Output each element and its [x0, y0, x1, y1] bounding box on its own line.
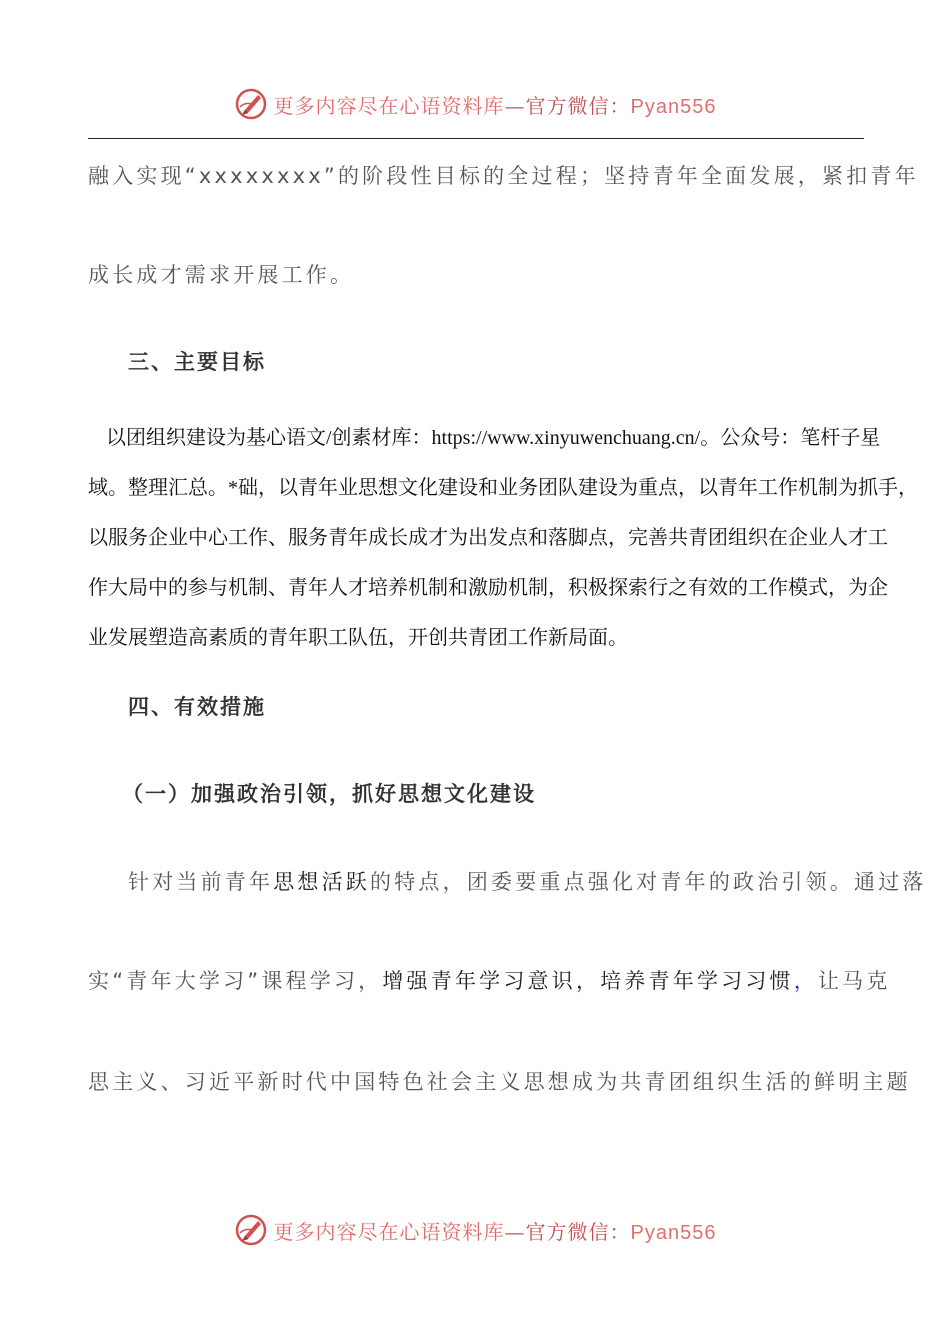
footer-brand-text: 更多内容尽在心语资料库 [273, 1219, 505, 1244]
section-heading-3: 三、主要目标 [128, 350, 266, 374]
p3-line2-part-d: 让马克 [817, 969, 891, 993]
paragraph-2-line-5: 业发展塑造高素质的青年职工队伍，开创共青团工作新局面。 [88, 627, 628, 649]
paragraph-3-line-1 [128, 866, 927, 896]
header-brand-text: 更多内容尽在心语资料库 [273, 93, 505, 118]
paragraph-2-line-1: 以团组织建设为基心语文/创素材库：https://www.xinyuwenchuang.cn/。公众号：笔杆子星 [106, 427, 881, 449]
p3-line1-part-c: 的特点，团委要重点强化对青年的政治引领。通过落 [370, 870, 927, 894]
pen-quill-logo-icon [234, 1213, 268, 1247]
p3-line1-part-a: 针对当前青年 [128, 870, 274, 894]
header-wechat-id: Pyan556 [630, 95, 717, 118]
subsection-heading-1: （一）加强政治引领，抓好思想文化建设 [122, 782, 536, 806]
p3-line2-part-a: 实“青年大学习”课程学习， [88, 969, 383, 993]
paragraph-1-line-2: 成长成才需求开展工作。 [88, 263, 355, 287]
header-banner-inner [234, 87, 717, 121]
paragraph-2-line-4: 作大局中的参与机制、青年人才培养机制和激励机制，积极探索行之有效的工作模式，为企 [88, 577, 888, 599]
header-banner-text [274, 90, 717, 119]
footer-wechat-id: Pyan556 [630, 1221, 717, 1244]
paragraph-3-line-3: 思主义、习近平新时代中国特色社会主义思想成为共青团组织生活的鲜明主题 [88, 1070, 911, 1094]
header-wechat-label: 官方微信： [525, 93, 631, 118]
section-heading-4: 四、有效措施 [128, 695, 266, 719]
header-separator: — [504, 93, 526, 118]
p3-line1-part-b: 思想活跃 [273, 870, 371, 894]
header-banner [0, 82, 950, 126]
paragraph-2-line-2: 域。整理汇总。*础，以青年业思想文化建设和业务团队建设为重点，以青年工作机制为抓手， [88, 477, 918, 499]
footer-banner-text [274, 1216, 717, 1245]
footer-separator: — [504, 1219, 526, 1244]
footer-wechat-label: 官方微信： [525, 1219, 631, 1244]
header-divider [88, 138, 864, 139]
footer-banner [0, 1208, 950, 1252]
paragraph-2-line-3: 以服务企业中心工作、服务青年成长成才为出发点和落脚点，完善共青团组织在企业人才工 [88, 527, 888, 549]
p3-line2-blue-comma: ， [793, 969, 818, 993]
paragraph-1-line-1: 融入实现“xxxxxxxx”的阶段性目标的全过程；坚持青年全面发展，紧扣青年 [88, 164, 919, 188]
p3-line2-part-b: 增强青年学习意识，培养青年学习习惯 [382, 969, 794, 993]
paragraph-3-line-2 [88, 965, 891, 995]
pen-quill-logo-icon [234, 87, 268, 121]
footer-banner-inner [234, 1213, 717, 1247]
